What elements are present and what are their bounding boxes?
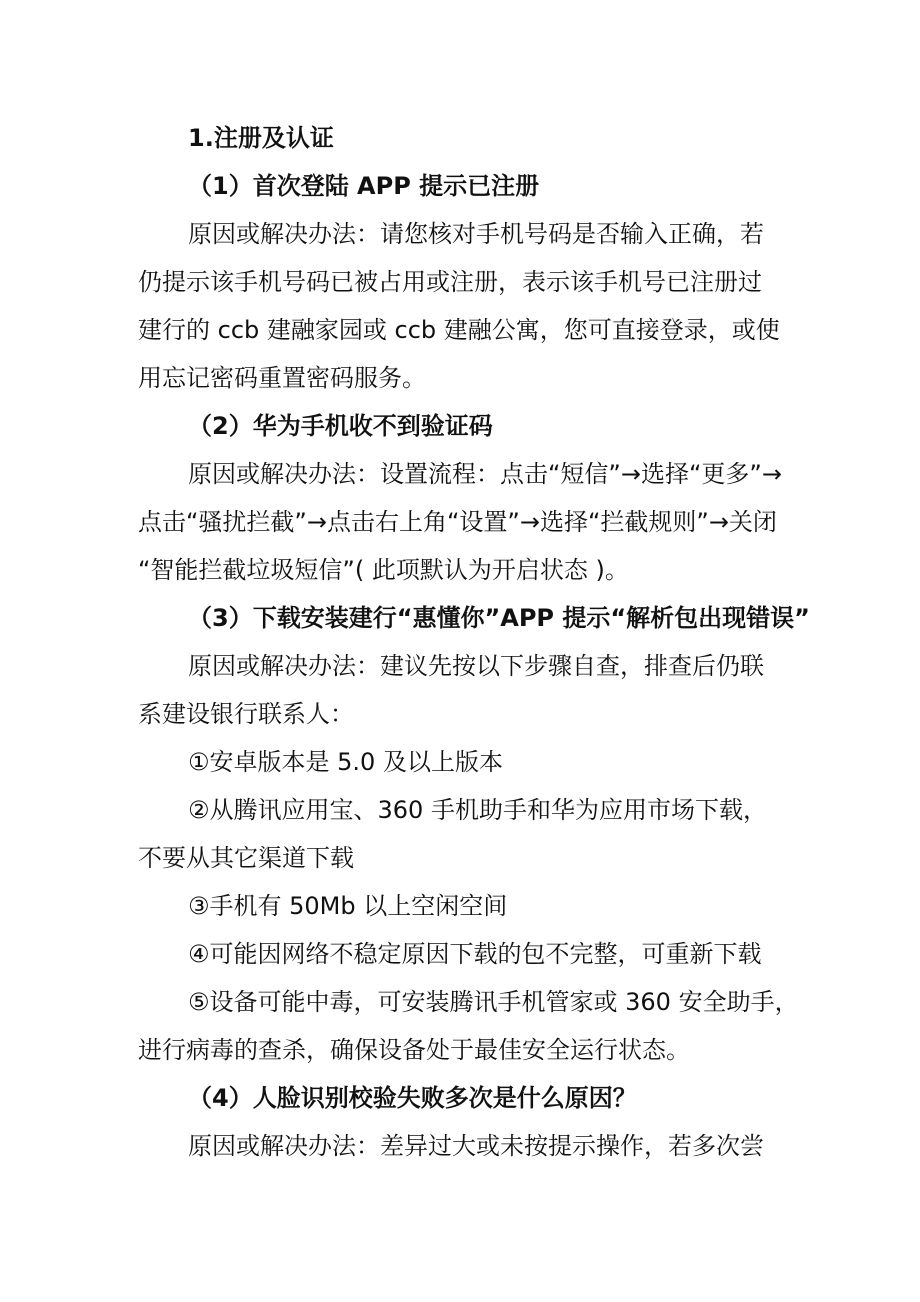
answer-line: 原因或解决办法：建议先按以下步骤自查，排查后仍联 bbox=[188, 652, 764, 680]
question-3-steps bbox=[138, 738, 799, 1074]
answer-line: “智能拦截垃圾短信”( 此项默认为开启状态 )。 bbox=[138, 556, 629, 584]
step-5: ⑤设备可能中毒，可安装腾讯手机管家或 360 安全助手， bbox=[188, 988, 799, 1016]
question-1-title: （1）首次登陆 APP 提示已注册 bbox=[188, 172, 540, 200]
step-3: ③手机有 50Mb 以上空闲空间 bbox=[188, 892, 508, 920]
section-title: 1.注册及认证 bbox=[188, 124, 334, 152]
step-2: ②从腾讯应用宝、360 手机助手和华为应用市场下载， bbox=[188, 796, 767, 824]
answer-line: 点击“骚扰拦截”→点击右上角“设置”→选择“拦截规则”→关闭 bbox=[138, 508, 777, 536]
question-1-answer bbox=[138, 210, 788, 402]
answer-line: 原因或解决办法：差异过大或未按提示操作，若多次尝 bbox=[188, 1132, 764, 1160]
answer-line: 建行的 ccb 建融家园或 ccb 建融公寓，您可直接登录，或使 bbox=[138, 316, 780, 344]
step-5-continued: 进行病毒的查杀，确保设备处于最佳安全运行状态。 bbox=[138, 1036, 690, 1064]
answer-line: 原因或解决办法：请您核对手机号码是否输入正确，若 bbox=[188, 220, 764, 248]
answer-line: 用忘记密码重置密码服务。 bbox=[138, 364, 426, 392]
answer-line: 仍提示该手机号码已被占用或注册，表示该手机号已注册过 bbox=[138, 268, 762, 296]
question-3-title: （3）下载安装建行“惠懂你”APP 提示“解析包出现错误” bbox=[188, 604, 810, 632]
question-2-answer bbox=[138, 450, 788, 594]
question-4-title: （4）人脸识别校验失败多次是什么原因？ bbox=[188, 1084, 637, 1112]
question-3-answer bbox=[138, 642, 788, 738]
step-4: ④可能因网络不稳定原因下载的包不完整，可重新下载 bbox=[188, 940, 762, 968]
document-body bbox=[138, 114, 810, 1170]
step-1: ①安卓版本是 5.0 及以上版本 bbox=[188, 748, 503, 776]
step-2-continued: 不要从其它渠道下载 bbox=[138, 844, 354, 872]
question-4-answer bbox=[138, 1122, 788, 1170]
question-2-title: （2）华为手机收不到验证码 bbox=[188, 412, 493, 440]
answer-line: 系建设银行联系人： bbox=[138, 700, 354, 728]
answer-line: 原因或解决办法：设置流程：点击“短信”→选择“更多”→ bbox=[188, 460, 782, 488]
